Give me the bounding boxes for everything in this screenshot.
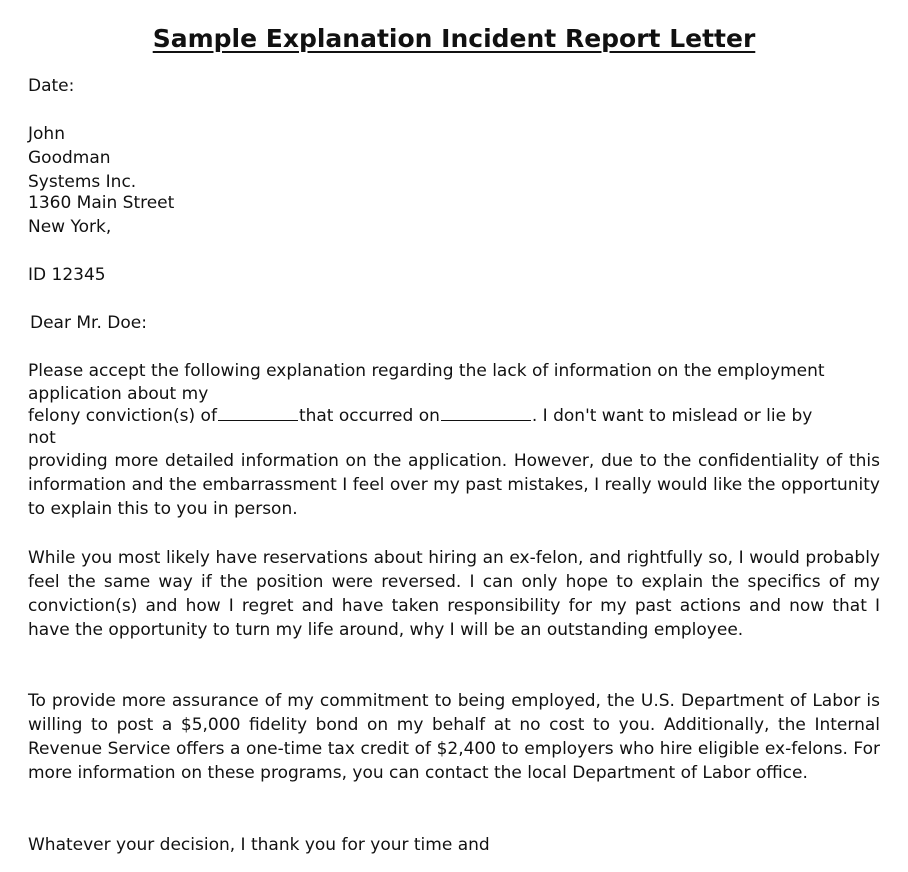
recipient-line: Systems Inc. [28, 172, 137, 192]
paragraph-2: While you most likely have reservations about hiring an ex-felon, and rightfully so, I would probably feel the same way if the position were reversed. I can only hope to explain the specifics of my conviction(s) and how I regret and have taken responsibility for my past actions and now that I have the opportunity to turn my life around, why I will be an outstanding employee. [28, 548, 880, 640]
paragraph-1 [28, 359, 880, 521]
letter-title [0, 22, 908, 56]
closing-line: Whatever your decision, I thank you for your time and [28, 835, 490, 855]
salutation: Dear Mr. Doe: [30, 313, 147, 333]
mislead-text: . I don't want to mislead or lie by [531, 406, 813, 426]
title-text: Sample Explanation Incident Report Letter [152, 24, 756, 53]
recipient-line: Goodman [28, 148, 111, 168]
date-blank [441, 419, 531, 421]
paragraph-1-line-4: not [28, 428, 56, 448]
date-label: Date: [28, 76, 75, 96]
occurred-text: that occurred on [298, 406, 440, 426]
recipient-line: 1360 Main Street [28, 193, 175, 213]
conviction-blank [218, 419, 298, 421]
conviction-text: felony conviction(s) of [28, 406, 217, 426]
paragraph-1-line-3 [28, 405, 890, 427]
recipient-address [28, 122, 880, 239]
paragraph-1-line-2: application about my [28, 384, 209, 404]
paragraph-1-line-3-start [28, 405, 812, 427]
recipient-line: John [28, 124, 65, 144]
paragraph-1-line-1: Please accept the following explanation regarding the lack of information on the employment [28, 361, 825, 381]
id-line: ID 12345 [28, 265, 106, 285]
paragraph-1-rest: providing more detailed information on the application. However, due to the confidentiality of this information and the embarrassment I feel over my past mistakes, I really would like the opportunity to explain this to you in person. [28, 451, 880, 519]
recipient-line: New York, [28, 217, 112, 237]
paragraph-3: To provide more assurance of my commitment to being employed, the U.S. Department of Labor is willing to post a $5,000 fidelity bond on my behalf at no cost to you. Additionally, the Internal Revenue Service offers a one-time tax credit of $2,400 to employers who hire eligible ex-felons. For more information on these programs, you can contact the local Department of Labor office. [28, 691, 880, 783]
